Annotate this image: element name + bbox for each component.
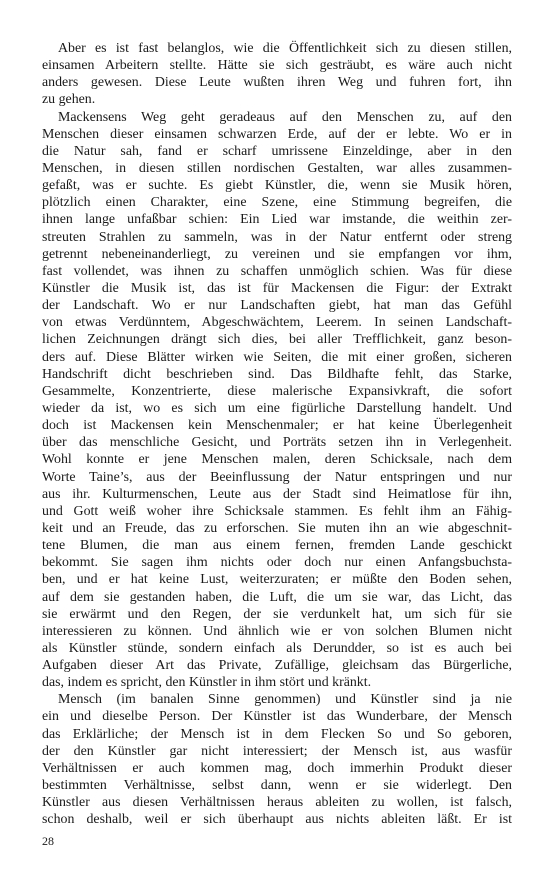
text-line: Aufgaben dieser Art das Private, Zufällige, gleichsam das Bürgerliche,	[42, 658, 512, 674]
paragraph-1	[42, 40, 512, 109]
text-line: Aber es ist fast belanglos, wie die Öffentlichkeit sich zu diesen stillen,	[58, 41, 512, 56]
text-line: Künstler die Musik ist, das ist für Mackensen die Figur: der Extrakt	[42, 280, 512, 296]
text-line: der den Künstler gar nicht interessiert; der Mensch ist, aus wasfür	[42, 743, 512, 759]
text-line: Wohl konnte er jene Menschen malen, deren Schicksale, nach dem	[42, 452, 512, 468]
text-line: der Landschaft. Wo er nur Landschaften giebt, hat man das Gefühl	[42, 298, 512, 314]
page-number: 28	[42, 834, 54, 848]
text-line: anders gewesen. Diese Leute wußten ihren Weg und fuhren fort, ihn	[42, 75, 512, 91]
text-line: Worte Taine’s, aus der Beeinflussung der Natur entspringen und nur	[42, 469, 512, 485]
text-line: Gesammelte, Konzentrierte, diese malerische Expansivkraft, die sofort	[42, 383, 512, 399]
text-line: von etwas Verdünntem, Abgeschwächtem, Leerem. In seinen Landschaft-	[42, 315, 512, 331]
text-line: Mackensens Weg geht geradeaus auf den Menschen zu, auf den	[58, 109, 512, 125]
text-line: keit und an Freude, das zu erforschen. Sie muten ihn an wie abgeschnit-	[42, 520, 512, 536]
text-line: wieder da ist, wo es sich um eine figürliche Darstellung handelt. Und	[42, 400, 512, 416]
text-line: Menschen, in diesen stillen nordischen Gestalten, war alles zusammen-	[42, 160, 512, 176]
text-line: über das menschliche Gesicht, und Porträts setzen ihn in Verlegenheit.	[42, 435, 512, 451]
text-line: ben, und er hat keine Lust, weiterzuraten; er müßte den Boden sehen,	[42, 572, 512, 588]
text-line: die Natur sah, fand er scharf umrissene Einzeldinge, aber in den	[42, 143, 512, 159]
paragraph-2	[42, 109, 512, 692]
text-line: bekommt. Sie sagen ihm nichts oder doch nur einen Anfangsbuchsta-	[42, 555, 512, 571]
book-page-text	[42, 40, 512, 828]
text-line: Handschrift dicht beschrieben sind. Das Bildhafte fehlt, das Starke,	[42, 366, 512, 382]
text-line: interessieren zu können. Und ähnlich wie er von solchen Blumen nicht	[42, 623, 512, 639]
text-line: auf dem sie gestanden haben, die Luft, die um sie war, das Licht, das	[42, 589, 512, 605]
text-line: Künstler aus diesen Verhältnissen heraus ableiten zu wollen, ist falsch,	[42, 795, 512, 811]
text-line: lichen Zeichnungen drängt sich dies, bei aller Trefflichkeit, ganz beson-	[42, 332, 512, 348]
text-line: doch ist Mackensen kein Menschenmaler; er hat keine Überlegenheit	[42, 418, 512, 434]
text-line: ihnen lange unfaßbar schien: Ein Lied war imstande, die weithin zer-	[42, 212, 512, 228]
text-line: und Gott weiß woher ihre Schicksale stammen. Es fehlt ihm an Fähig-	[42, 503, 512, 519]
text-line: einsamen Arbeitern stellte. Hätte sie sich gesträubt, es wäre auch nicht	[42, 58, 512, 74]
text-line: sie erwärmt und den Regen, der sie verdunkelt hat, um sich für sie	[42, 606, 512, 622]
text-line: streuten Strahlen zu sammeln, was in der Natur entfernt oder streng	[42, 229, 512, 245]
text-line: Mensch (im banalen Sinne genommen) und Künstler sind ja nie	[58, 692, 512, 708]
text-line: gefaßt, was er suchte. Es giebt Künstler, die, wenn sie Musik hören,	[42, 178, 512, 194]
text-line: das, indem es spricht, den Künstler in ihm stört und kränkt.	[42, 675, 372, 691]
text-line: plötzlich einen Charakter, eine Szene, eine Stimmung begreifen, die	[42, 195, 512, 211]
text-line: ein und dieselbe Person. Der Künstler ist das Wunderbare, der Mensch	[42, 709, 512, 725]
text-line: getrennt nebeneinanderliegt, zu vereinen und sie empfangen vor ihm,	[42, 246, 512, 262]
text-line: Verhältnissen er auch kommen mag, doch immerhin Produkt dieser	[42, 760, 512, 776]
text-line: ders auf. Diese Blätter wirken wie Seiten, die mit einer großen, sicheren	[42, 349, 512, 365]
text-line: zu gehen.	[42, 92, 96, 108]
text-line: aus ihr. Kulturmenschen, Leute aus der Stadt sind Heimatlose für ihn,	[42, 486, 512, 502]
text-line: Menschen dieser einsamen schwarzen Erde, auf der er lebte. Wo er in	[42, 126, 512, 142]
text-line: fast vollendet, was ihnen zu schaffen unmöglich schien. Was für diese	[42, 263, 512, 279]
text-line: als Künstler stünde, sondern einfach als Derundder, so ist es auch bei	[42, 640, 512, 656]
text-line: das Erklärliche; der Mensch ist in dem Flecken So und So geboren,	[42, 726, 512, 742]
text-line: bestimmten Verhältnisse, selbst dann, wenn er sie widerlegt. Den	[42, 778, 512, 794]
text-line: tene Blumen, die man aus einem fernen, fremden Lande geschickt	[42, 538, 512, 554]
paragraph-3	[42, 691, 512, 828]
text-line: schon deshalb, weil er sich überhaupt aus nichts ableiten läßt. Er ist	[42, 812, 512, 828]
